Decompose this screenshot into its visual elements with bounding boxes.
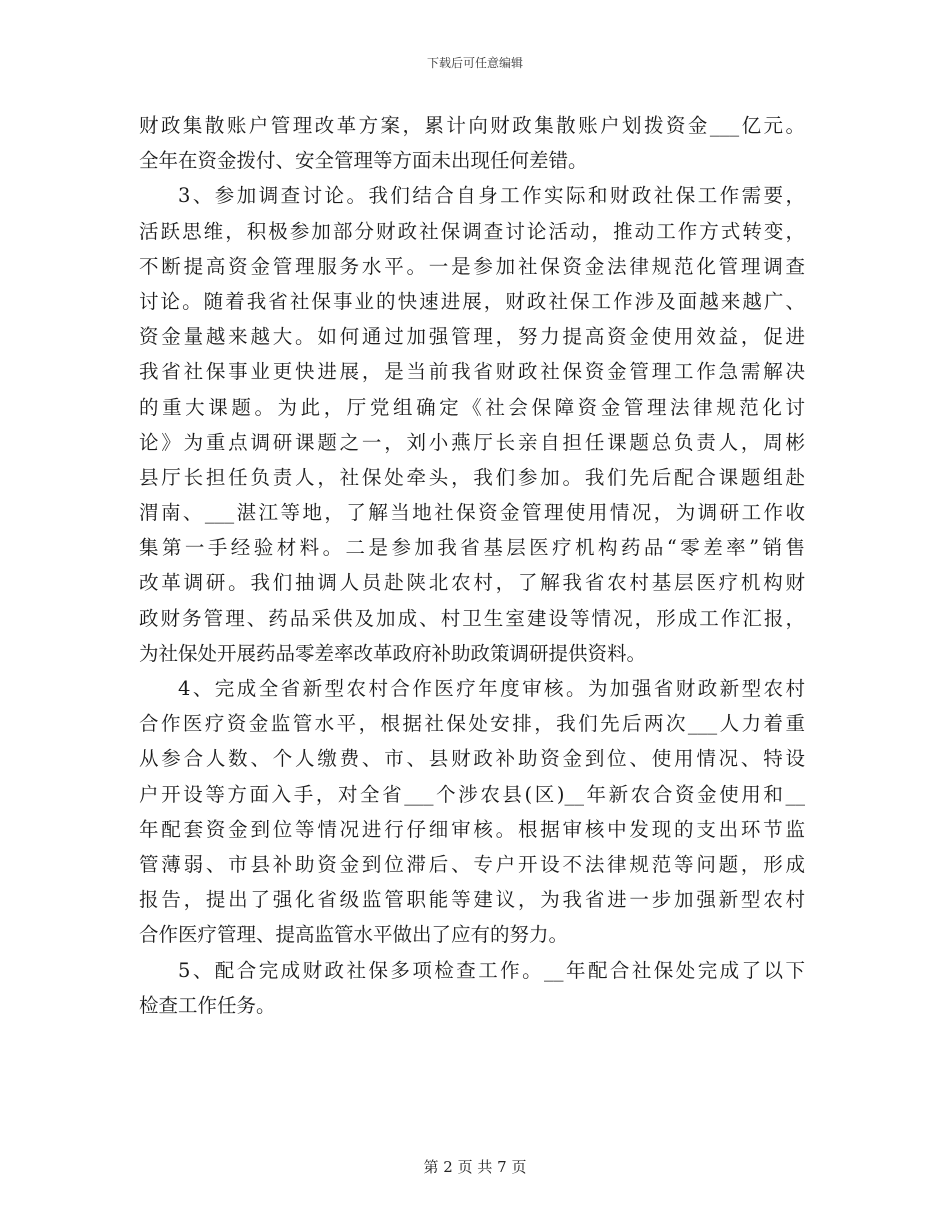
page-number: 第 2 页 共 7 页: [423, 1158, 527, 1176]
text-line: 的重大课题。为此，厅党组确定《社会保障资金管理法律规范化讨: [139, 395, 805, 419]
text-line: 活跃思维，积极参加部分财政社保调查讨论活动，推动工作方式转变，: [139, 219, 805, 243]
text-line: 报告，提出了强化省级监管职能等建议，为我省进一步加强新型农村: [139, 888, 805, 912]
text-line: 集第一手经验材料。二是参加我省基层医疗机构药品“零差率”销售: [139, 536, 805, 560]
text-line: 管薄弱、市县补助资金到位滞后、专户开设不法律规范等问题，形成: [139, 852, 805, 876]
text-line: 检查工作任务。: [139, 993, 276, 1017]
text-line: 不断提高资金管理服务水平。一是参加社保资金法律规范化管理调查: [139, 254, 805, 278]
text-line: 渭南、___湛江等地，了解当地社保资金管理使用情况，为调研工作收: [139, 501, 805, 525]
text-line: 5、配合完成财政社保多项检查工作。__年配合社保处完成了以下: [178, 958, 805, 982]
text-line: 全年在资金拨付、安全管理等方面未出现任何差错。: [139, 149, 588, 173]
text-line: 我省社保事业更快进展，是当前我省财政社保资金管理工作急需解决: [139, 360, 805, 384]
text-line: 4、完成全省新型农村合作医疗年度审核。为加强省财政新型农村: [178, 677, 805, 700]
text-line: 为社保处开展药品零差率改革政府补助政策调研提供资料。: [139, 641, 647, 665]
text-line: 3、参加调查讨论。我们结合自身工作实际和财政社保工作需要，: [178, 184, 805, 208]
page-header-note: 下载后可任意编辑: [426, 56, 523, 70]
document-body: [139, 108, 805, 1023]
text-line: 讨论。随着我省社保事业的快速进展，财政社保工作涉及面越来越广、: [139, 289, 805, 313]
text-line: 户开设等方面入手，对全省___个涉农县(区)__年新农合资金使用和__: [139, 782, 805, 806]
text-line: 合作医疗管理、提高监管水平做出了应有的努力。: [139, 923, 569, 947]
text-line: 论》为重点调研课题之一，刘小燕厅长亲自担任课题总负责人，周彬: [139, 430, 805, 454]
text-line: 改革调研。我们抽调人员赴陕北农村，了解我省农村基层医疗机构财: [139, 571, 805, 595]
text-line: 年配套资金到位等情况进行仔细审核。根据审核中发现的支出环节监: [139, 817, 805, 841]
text-line: 合作医疗资金监管水平，根据社保处安排，我们先后两次___人力着重: [139, 712, 805, 736]
text-line: 财政集散账户管理改革方案，累计向财政集散账户划拨资金___亿元。: [139, 114, 805, 137]
text-line: 政财务管理、药品采供及加成、村卫生室建设等情况，形成工作汇报，: [139, 606, 805, 630]
text-line: 资金量越来越大。如何通过加强管理，努力提高资金使用效益，促进: [139, 325, 805, 349]
text-line: 从参合人数、个人缴费、市、县财政补助资金到位、使用情况、特设: [139, 747, 805, 771]
text-line: 县厅长担任负责人，社保处牵头，我们参加。我们先后配合课题组赴: [139, 465, 805, 489]
